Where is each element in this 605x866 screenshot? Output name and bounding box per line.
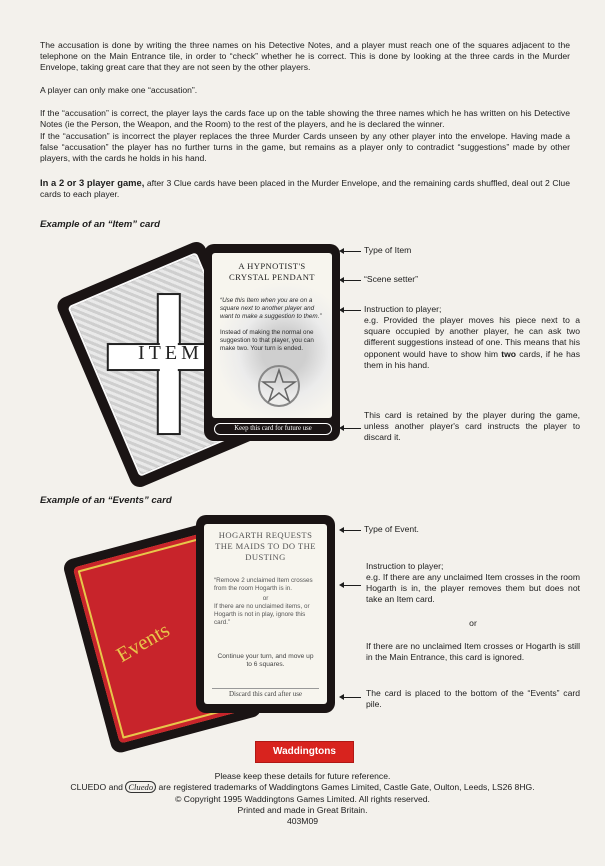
- item-card-face: [212, 253, 332, 418]
- annot-event-placed: The card is placed to the bottom of the “Events” card pile.: [366, 688, 580, 710]
- arrow-type-of-event: [343, 530, 361, 531]
- events-card-text-1: “Remove 2 unclaimed Item crosses from the room Hogarth is in.: [214, 577, 313, 592]
- cluedo-script-logo: Cluedo: [125, 781, 156, 793]
- waddingtons-logo: Waddingtons: [255, 741, 354, 763]
- footer-trademark-b: are registered trademarks of Waddingtons Games Limited, Castle Gate, Oulton, Leeds, LS26 8HG.: [158, 782, 535, 792]
- events-card-front: [196, 515, 335, 713]
- annot-instruction-title: Instruction to player;: [364, 304, 442, 314]
- annot-scene-setter: “Scene setter”: [364, 274, 418, 284]
- paragraph-rest: after 3 Clue cards have been placed in the Murder Envelope, and the remaining cards shuffled, deal out 2 Clue cards to each player.: [40, 178, 570, 200]
- annot-type-of-event: Type of Event.: [364, 524, 419, 534]
- paragraph-incorrect-accusation: If the “accusation” is incorrect the player replaces the three Murder Cards unseen by any other player into the envelope. Having made a false “accusation” the player has no further turns in the game, but remains as a player only to contradict “suggestions” made by other players, with the cards he holds in his hand.: [40, 131, 570, 164]
- paragraph-two-three-players: [40, 177, 570, 200]
- paragraph-bold-lead: In a 2 or 3 player game,: [40, 177, 145, 188]
- paragraph-accusation-check: The accusation is done by writing the three names on his Detective Notes, and a player must reach one of the squares adjacent to the telephone on the Main Entrance tile, in order to “check” whether he is correct. This is done by looking at the three cards in the Murder Envelope, taking great care that they are not seen by the other players.: [40, 40, 570, 73]
- arrow-instruction: [343, 310, 361, 311]
- annot-event-ignored: If there are no unclaimed Item crosses or Hogarth is still in the Main Entrance, this card is ignored.: [366, 641, 580, 663]
- annot-retained: This card is retained by the player during the game, unless another player's card instructs the player to discard it.: [364, 410, 580, 443]
- paragraph-one-accusation: A player can only make one “accusation”.: [40, 85, 198, 95]
- annot-event-or: or: [469, 618, 477, 628]
- events-card-title-line2: THE MAIDS TO DO THE: [215, 541, 316, 551]
- item-card-front: [204, 244, 340, 441]
- events-card-divider: [212, 688, 319, 689]
- item-card-back-label: ITEM: [137, 342, 203, 365]
- annot-type-of-item: Type of Item: [364, 245, 412, 255]
- footer-keep-details: Please keep these details for future reference.: [214, 771, 391, 781]
- footer-printed: Printed and made in Great Britain.: [237, 805, 368, 815]
- annot-instruction-body-b: cards, if he has them in his hand.: [364, 348, 580, 370]
- item-card-title-line1: A HYPNOTIST'S: [238, 261, 306, 271]
- arrow-type-of-item: [343, 251, 361, 252]
- events-card-continue: Continue your turn, and move up to 6 squares.: [217, 653, 314, 668]
- footer-trademark-a: CLUEDO and: [70, 782, 123, 792]
- events-card-text-2: If there are no unclaimed items, or Hogarth is not in play, ignore this card.”: [214, 603, 310, 626]
- events-card-back-label: Events: [112, 617, 174, 667]
- events-card-face: [204, 524, 327, 704]
- pendant-icon: [254, 361, 304, 411]
- footer-code: 403M09: [286, 816, 319, 826]
- footer-trademark: [0, 782, 605, 793]
- item-example-heading: Example of an “Item” card: [40, 219, 160, 230]
- annot-event-instruction-title: Instruction to player;: [366, 561, 444, 571]
- arrow-retained: [343, 428, 361, 429]
- item-card-footer: Keep this card for future use: [214, 423, 332, 435]
- annot-instruction-body-a: e.g. Provided the player moves his piece next to a square occupied by another player, he can ask two different suggestions instead of one. This means that his opponent would have to show him: [364, 315, 580, 359]
- events-card-title-line1: HOGARTH REQUESTS: [218, 530, 313, 540]
- annot-event-instruction-body: e.g. If there are any unclaimed Item crosses in the room Hogarth is in, the player removes them but does not take an Item card.: [366, 572, 580, 605]
- annot-instruction-body: [364, 315, 580, 371]
- events-card-footer: Discard this card after use: [228, 690, 303, 698]
- events-example-heading: Example of an “Events” card: [40, 495, 172, 506]
- arrow-scene-setter: [343, 280, 361, 281]
- paragraph-correct-accusation: If the “accusation” is correct, the player lays the cards face up on the table showing the three names which he has written on his Detective Notes (ie the Person, the Weapon, and the Room) to the rest of the players, and he is declared the winner.: [40, 108, 570, 130]
- item-card-title-line2: CRYSTAL PENDANT: [229, 272, 315, 282]
- arrow-event-instruction: [343, 585, 361, 586]
- events-card-title-line3: DUSTING: [245, 552, 286, 562]
- footer-copyright: © Copyright 1995 Waddingtons Games Limited. All rights reserved.: [175, 794, 430, 804]
- annot-instruction-bold: two: [501, 348, 517, 359]
- item-card-instruction-text: Instead of making the normal one suggestion to that player, you can make two. Your turn is ended.: [220, 329, 314, 352]
- item-card-scene-text: “Use this Item when you are on a square next to another player and want to make a suggestion to them.”: [220, 297, 322, 320]
- arrow-event-placed: [343, 697, 361, 698]
- events-card-or: or: [262, 595, 269, 602]
